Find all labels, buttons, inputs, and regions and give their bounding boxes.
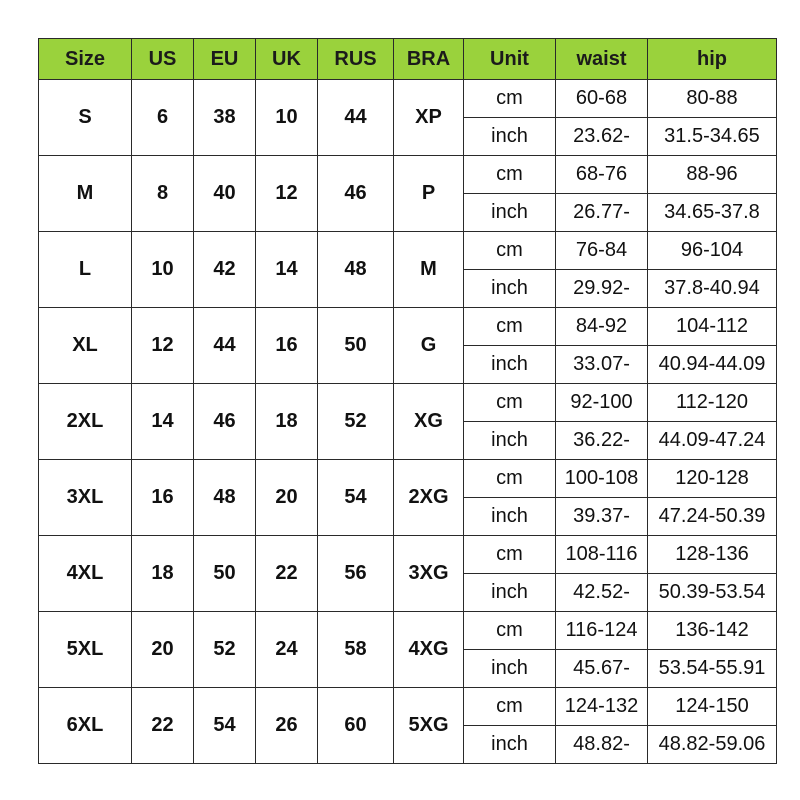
waist-cm-cell: 76-84	[556, 232, 648, 270]
waist-cm-cell: 84-92	[556, 308, 648, 346]
eu-cell: 40	[194, 156, 256, 232]
unit-inch-cell: inch	[464, 498, 556, 536]
size-cell: M	[39, 156, 132, 232]
bra-cell: G	[394, 308, 464, 384]
uk-cell: 12	[256, 156, 318, 232]
hip-cm-cell: 128-136	[648, 536, 777, 574]
table-row	[39, 688, 777, 726]
eu-cell: 48	[194, 460, 256, 536]
waist-inch-cell: 23.62-	[556, 118, 648, 156]
unit-inch-cell: inch	[464, 650, 556, 688]
bra-cell: 2XG	[394, 460, 464, 536]
size-cell: 6XL	[39, 688, 132, 764]
unit-cm-cell: cm	[464, 156, 556, 194]
uk-cell: 26	[256, 688, 318, 764]
waist-inch-cell: 48.82-	[556, 726, 648, 764]
waist-cm-cell: 68-76	[556, 156, 648, 194]
hip-cm-cell: 80-88	[648, 80, 777, 118]
unit-cm-cell: cm	[464, 232, 556, 270]
bra-cell: XG	[394, 384, 464, 460]
size-chart-table	[38, 38, 777, 764]
waist-cm-cell: 60-68	[556, 80, 648, 118]
size-cell: L	[39, 232, 132, 308]
waist-inch-cell: 42.52-	[556, 574, 648, 612]
unit-inch-cell: inch	[464, 270, 556, 308]
hip-inch-cell: 40.94-44.09	[648, 346, 777, 384]
header-unit: Unit	[464, 39, 556, 80]
table-row	[39, 460, 777, 498]
hip-cm-cell: 104-112	[648, 308, 777, 346]
header-eu: EU	[194, 39, 256, 80]
unit-cm-cell: cm	[464, 308, 556, 346]
us-cell: 18	[132, 536, 194, 612]
hip-cm-cell: 112-120	[648, 384, 777, 422]
waist-cm-cell: 100-108	[556, 460, 648, 498]
unit-cm-cell: cm	[464, 460, 556, 498]
unit-cm-cell: cm	[464, 688, 556, 726]
us-cell: 20	[132, 612, 194, 688]
header-us: US	[132, 39, 194, 80]
us-cell: 16	[132, 460, 194, 536]
size-cell: S	[39, 80, 132, 156]
eu-cell: 44	[194, 308, 256, 384]
hip-cm-cell: 88-96	[648, 156, 777, 194]
us-cell: 12	[132, 308, 194, 384]
bra-cell: XP	[394, 80, 464, 156]
bra-cell: 3XG	[394, 536, 464, 612]
table-row	[39, 80, 777, 118]
eu-cell: 52	[194, 612, 256, 688]
hip-inch-cell: 47.24-50.39	[648, 498, 777, 536]
waist-inch-cell: 36.22-	[556, 422, 648, 460]
waist-inch-cell: 45.67-	[556, 650, 648, 688]
us-cell: 8	[132, 156, 194, 232]
size-cell: 4XL	[39, 536, 132, 612]
us-cell: 22	[132, 688, 194, 764]
table-row	[39, 308, 777, 346]
size-cell: 3XL	[39, 460, 132, 536]
hip-cm-cell: 124-150	[648, 688, 777, 726]
bra-cell: M	[394, 232, 464, 308]
size-cell: 2XL	[39, 384, 132, 460]
unit-inch-cell: inch	[464, 194, 556, 232]
eu-cell: 50	[194, 536, 256, 612]
bra-cell: P	[394, 156, 464, 232]
size-chart	[38, 38, 776, 764]
uk-cell: 10	[256, 80, 318, 156]
hip-inch-cell: 53.54-55.91	[648, 650, 777, 688]
table-row	[39, 536, 777, 574]
us-cell: 6	[132, 80, 194, 156]
waist-cm-cell: 116-124	[556, 612, 648, 650]
eu-cell: 38	[194, 80, 256, 156]
waist-inch-cell: 26.77-	[556, 194, 648, 232]
unit-inch-cell: inch	[464, 422, 556, 460]
waist-inch-cell: 29.92-	[556, 270, 648, 308]
rus-cell: 56	[318, 536, 394, 612]
header-waist: waist	[556, 39, 648, 80]
rus-cell: 50	[318, 308, 394, 384]
unit-inch-cell: inch	[464, 346, 556, 384]
table-row	[39, 384, 777, 422]
table-row	[39, 156, 777, 194]
waist-inch-cell: 39.37-	[556, 498, 648, 536]
table-row	[39, 612, 777, 650]
size-cell: XL	[39, 308, 132, 384]
hip-inch-cell: 31.5-34.65	[648, 118, 777, 156]
header-size: Size	[39, 39, 132, 80]
waist-inch-cell: 33.07-	[556, 346, 648, 384]
header-bra: BRA	[394, 39, 464, 80]
eu-cell: 54	[194, 688, 256, 764]
size-cell: 5XL	[39, 612, 132, 688]
hip-cm-cell: 136-142	[648, 612, 777, 650]
uk-cell: 14	[256, 232, 318, 308]
bra-cell: 5XG	[394, 688, 464, 764]
rus-cell: 46	[318, 156, 394, 232]
uk-cell: 24	[256, 612, 318, 688]
hip-inch-cell: 34.65-37.8	[648, 194, 777, 232]
unit-cm-cell: cm	[464, 612, 556, 650]
us-cell: 14	[132, 384, 194, 460]
unit-inch-cell: inch	[464, 726, 556, 764]
hip-inch-cell: 50.39-53.54	[648, 574, 777, 612]
unit-cm-cell: cm	[464, 536, 556, 574]
unit-cm-cell: cm	[464, 80, 556, 118]
waist-cm-cell: 108-116	[556, 536, 648, 574]
table-row	[39, 232, 777, 270]
rus-cell: 58	[318, 612, 394, 688]
header-hip: hip	[648, 39, 777, 80]
eu-cell: 42	[194, 232, 256, 308]
uk-cell: 20	[256, 460, 318, 536]
hip-inch-cell: 37.8-40.94	[648, 270, 777, 308]
hip-inch-cell: 44.09-47.24	[648, 422, 777, 460]
us-cell: 10	[132, 232, 194, 308]
waist-cm-cell: 92-100	[556, 384, 648, 422]
header-row	[39, 39, 777, 80]
uk-cell: 16	[256, 308, 318, 384]
bra-cell: 4XG	[394, 612, 464, 688]
unit-inch-cell: inch	[464, 118, 556, 156]
hip-inch-cell: 48.82-59.06	[648, 726, 777, 764]
unit-cm-cell: cm	[464, 384, 556, 422]
hip-cm-cell: 96-104	[648, 232, 777, 270]
rus-cell: 54	[318, 460, 394, 536]
rus-cell: 60	[318, 688, 394, 764]
table-body	[39, 80, 777, 764]
unit-inch-cell: inch	[464, 574, 556, 612]
header-rus: RUS	[318, 39, 394, 80]
rus-cell: 44	[318, 80, 394, 156]
eu-cell: 46	[194, 384, 256, 460]
rus-cell: 52	[318, 384, 394, 460]
hip-cm-cell: 120-128	[648, 460, 777, 498]
uk-cell: 18	[256, 384, 318, 460]
header-uk: UK	[256, 39, 318, 80]
waist-cm-cell: 124-132	[556, 688, 648, 726]
rus-cell: 48	[318, 232, 394, 308]
uk-cell: 22	[256, 536, 318, 612]
